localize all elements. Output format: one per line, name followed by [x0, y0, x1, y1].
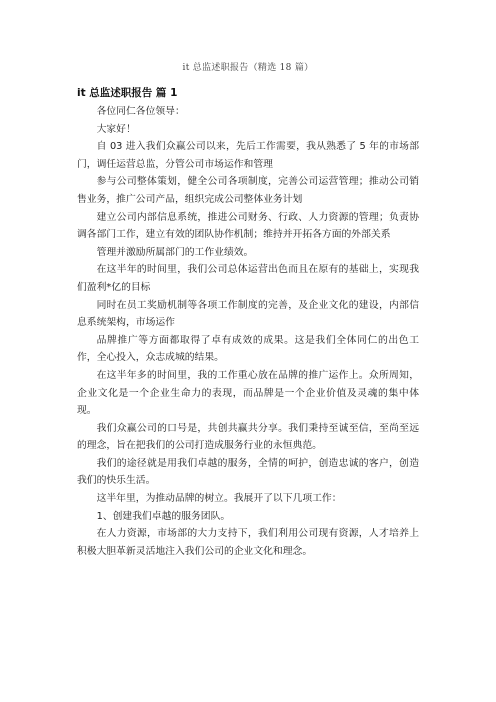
paragraph: 在这半年的时间里，我们公司总体运营出色而且在原有的基础上，实现我们盈利*亿的目标 — [77, 264, 419, 293]
paragraph: 管理并激励所属部门的工作业绩效。 — [96, 246, 254, 258]
paragraph-greeting: 大家好！ — [96, 123, 136, 135]
paragraph: 这半年里，为推动品牌的树立。我展开了以下几项工作： — [96, 493, 342, 505]
list-heading: 1、创建我们卓越的服务团队。 — [96, 510, 231, 522]
document-body — [77, 85, 419, 560]
page-header: it 总监述职报告（精选 18 篇） — [182, 63, 314, 73]
document-title: it 总监述职报告 篇 1 — [77, 87, 178, 99]
paragraph: 品牌推广等方面都取得了卓有成效的成果。这是我们全体同仁的出色工作，全心投入，众志成城的结果。 — [77, 334, 419, 364]
paragraph: 自 03 进入我们众赢公司以来，先后工作需要，我从熟悉了 5 年的市场部门，调任运营总监，分管公司市场运作和管理 — [77, 141, 419, 170]
paragraph: 参与公司整体策划，健全公司各项制度，完善公司运营管理；推动公司销售业务，推广公司产品，组织完成公司整体业务计划 — [77, 176, 419, 205]
paragraph-salutation: 各位同仁各位领导： — [96, 106, 185, 117]
paragraph: 建立公司内部信息系统，推进公司财务、行政、人力资源的管理；负责协调各部门工作，建立有效的团队协作机制；维持并开拓各方面的外部关系 — [77, 211, 419, 241]
paragraph: 同时在员工奖励机制等各项工作制度的完善，及企业文化的建设，内部信息系统架构，市场运作 — [77, 299, 419, 329]
paragraph: 在这半年多的时间里，我的工作重心放在品牌的推广运作上。众所周知，企业文化是一个企业生命力的表现，而品牌是一个企业价值及灵魂的集中体现。 — [77, 369, 419, 417]
paragraph: 我们的途径就是用我们卓越的服务，全情的呵护，创造忠诚的客户，创造我们的快乐生活。 — [77, 457, 419, 487]
paragraph: 在人力资源，市场部的大力支持下，我们利用公司现有资源，人才培养上积极大胆革新灵活地注入我们公司的企业文化和理念。 — [77, 528, 419, 557]
paragraph: 我们众赢公司的口号是，共创共赢共分享。我们秉持至诚至信，至尚至远的理念，旨在把我们的公司打造成服务行业的永恒典范。 — [77, 422, 419, 452]
